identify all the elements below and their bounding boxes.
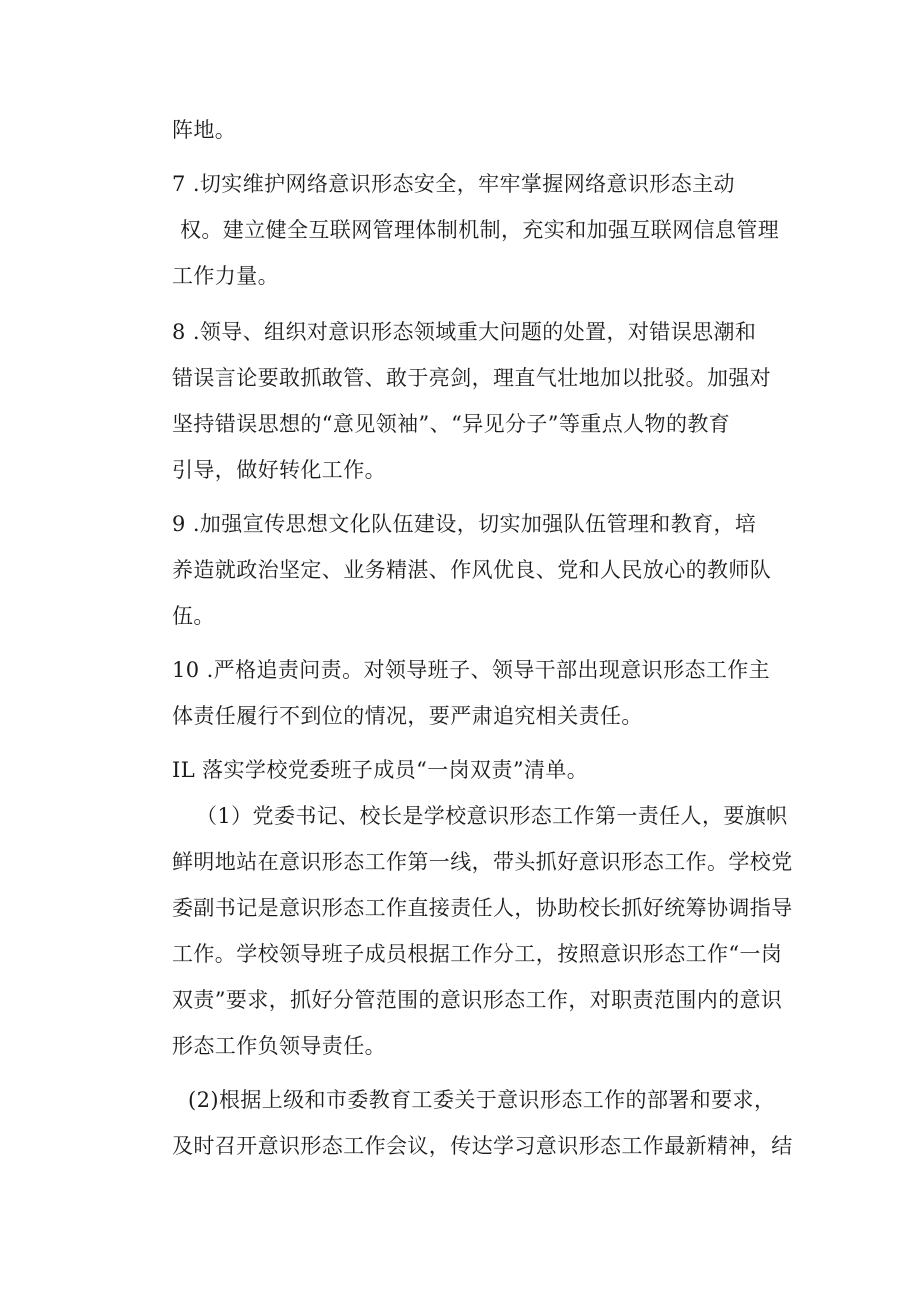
text-line: 7 .切实维护网络意识形态安全，牢牢掌握网络意识形态主动: [172, 172, 735, 196]
text-line: 权。建立健全互联网管理体制机制，充实和加强互联网信息管理: [180, 218, 780, 242]
text-line: 10 .严格追责问责。对领导班子、领导干部出现意识形态工作主: [172, 658, 771, 682]
text-line: 伍。: [172, 604, 215, 628]
text-line: 工作。学校领导班子成员根据工作分工，按照意识形态工作“一岗: [172, 942, 783, 966]
text-line: 阵地。: [172, 118, 237, 142]
text-line: 错误言论要敢抓敢管、敢于亮剑，理直气壮地加以批驳。加强对: [172, 366, 772, 390]
section-heading: IL 落实学校党委班子成员“一岗双责”清单。: [172, 758, 589, 782]
text-line: 坚持错误思想的“意见领袖”、“异见分子”等重点人物的教育: [172, 412, 731, 436]
text-line: 8 .领导、组织对意识形态领域重大问题的处置，对错误思潮和: [172, 320, 757, 344]
text-line: 工作力量。: [172, 264, 279, 288]
text-line: 引导，做好转化工作。: [172, 458, 386, 482]
text-line: 鲜明地站在意识形态工作第一线，带头抓好意识形态工作。学校党: [172, 850, 793, 874]
text-line: 及时召开意识形态工作会议，传达学习意识形态工作最新精神，结: [172, 1134, 793, 1158]
text-line: 养造就政治坚定、业务精湛、作风优良、党和人民放心的教师队: [172, 558, 772, 582]
text-line: 体责任履行不到位的情况，要严肃追究相关责任。: [172, 704, 643, 728]
text-line: 委副书记是意识形态工作直接责任人，协助校长抓好统筹协调指导: [172, 896, 793, 920]
text-line: （1）党委书记、校长是学校意识形态工作第一责任人，要旗帜: [196, 804, 788, 828]
text-line: 双责”要求，抓好分管范围的意识形态工作，对职责范围内的意识: [172, 988, 783, 1012]
text-line: (2)根据上级和市委教育工委关于意识形态工作的部署和要求，: [188, 1088, 776, 1112]
text-line: 9 .加强宣传思想文化队伍建设，切实加强队伍管理和教育，培: [172, 512, 757, 536]
text-line: 形态工作负领导责任。: [172, 1034, 386, 1058]
